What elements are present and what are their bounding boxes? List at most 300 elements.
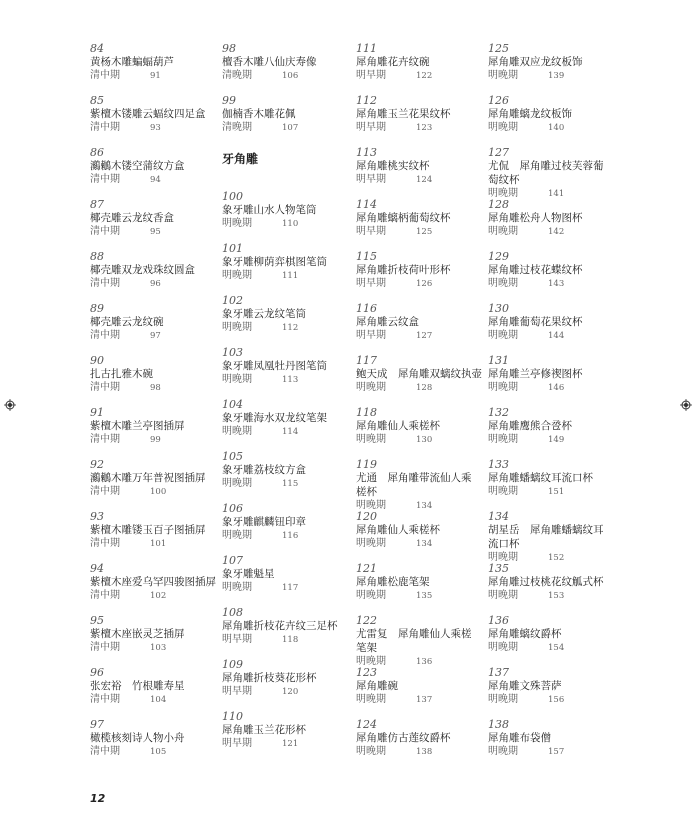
entry-meta (222, 737, 340, 751)
entry-period: 明晚期 (222, 582, 252, 593)
entry-period: 明晚期 (222, 218, 252, 229)
toc-entry (90, 614, 208, 666)
entry-number: 98 (222, 42, 236, 55)
entry-number: 127 (488, 146, 509, 159)
entry-page-number: 149 (548, 435, 565, 445)
entry-period: 明晚期 (222, 374, 252, 385)
entry-page-number: 143 (548, 279, 565, 289)
entry-period: 清中期 (90, 382, 120, 393)
entry-number: 105 (222, 450, 243, 463)
entry-meta (90, 329, 208, 343)
entry-page-number: 124 (416, 175, 433, 185)
entry-page-number: 130 (416, 435, 433, 445)
entry-period: 明早期 (356, 122, 386, 133)
entry-meta (90, 537, 208, 551)
entry-title: 橄榄核刻诗人物小舟 (90, 732, 185, 744)
entry-title: 象牙雕荔枝纹方盒 (222, 464, 306, 476)
entry-page-number: 117 (282, 583, 299, 593)
entry-page-number: 146 (548, 383, 565, 393)
entry-number: 117 (356, 354, 377, 367)
entry-meta (488, 641, 606, 655)
entry-meta (222, 217, 340, 231)
entry-period: 明早期 (222, 686, 252, 697)
toc-entry (356, 94, 474, 146)
toc-entry (488, 250, 606, 302)
entry-number: 136 (488, 614, 509, 627)
toc-entry (222, 294, 340, 346)
entry-page-number: 121 (282, 739, 299, 749)
toc-entry (356, 302, 474, 354)
entry-title: 犀角雕仙人乘槎杯 (356, 524, 440, 536)
entry-meta (356, 225, 474, 239)
entry-title: 檀香木雕八仙庆寿像 (222, 56, 317, 68)
toc-entry (90, 198, 208, 250)
entry-meta (222, 373, 340, 387)
entry-number: 115 (356, 250, 377, 263)
entry-meta (488, 433, 606, 447)
entry-meta (90, 225, 208, 239)
entry-number: 125 (488, 42, 509, 55)
entry-meta (488, 693, 606, 707)
entry-title: 犀角雕玉兰花果纹杯 (356, 108, 451, 120)
entry-title: 象牙雕山水人物笔筒 (222, 204, 317, 216)
entry-number: 122 (356, 614, 377, 627)
entry-title: 犀角雕花卉纹碗 (356, 56, 430, 68)
entry-period: 清中期 (90, 174, 120, 185)
entry-period: 明晚期 (356, 500, 386, 511)
entry-page-number: 152 (548, 553, 565, 563)
entry-meta (356, 433, 474, 447)
entry-period: 明晚期 (222, 478, 252, 489)
entry-title: 犀角雕鹰熊合卺杯 (488, 420, 572, 432)
entry-meta (488, 745, 606, 759)
entry-period: 明晚期 (356, 694, 386, 705)
entry-title: 犀角雕葡萄花果纹杯 (488, 316, 583, 328)
entry-period: 明晚期 (356, 434, 386, 445)
entry-meta (488, 225, 606, 239)
toc-entry (222, 242, 340, 294)
entry-page-number: 95 (150, 227, 161, 237)
entry-meta (356, 121, 474, 135)
entry-page-number: 94 (150, 175, 161, 185)
entry-period: 明晚期 (488, 188, 518, 199)
entry-period: 明早期 (356, 70, 386, 81)
entry-number: 130 (488, 302, 509, 315)
entry-title: 犀角雕文殊菩萨 (488, 680, 562, 692)
toc-entry (356, 458, 474, 510)
entry-page-number: 107 (282, 123, 299, 133)
toc-entry (488, 42, 606, 94)
entry-period: 明早期 (222, 738, 252, 749)
entry-page-number: 115 (282, 479, 299, 489)
entry-meta (222, 269, 340, 283)
entry-meta (90, 277, 208, 291)
entry-period: 明早期 (356, 330, 386, 341)
entry-number: 90 (90, 354, 104, 367)
entry-title: 尤侃 犀角雕过枝芙蓉葡萄纹杯 (488, 160, 604, 186)
toc-entry (488, 562, 606, 614)
toc-entry (90, 666, 208, 718)
entry-page-number: 156 (548, 695, 565, 705)
toc-entry (90, 458, 208, 510)
toc-entry (488, 198, 606, 250)
entry-number: 92 (90, 458, 104, 471)
entry-page-number: 96 (150, 279, 161, 289)
entry-number: 104 (222, 398, 243, 411)
entry-number: 100 (222, 190, 243, 203)
entry-period: 清中期 (90, 278, 120, 289)
entry-page-number: 103 (150, 643, 167, 653)
toc-entry (90, 354, 208, 406)
entry-meta (488, 277, 606, 291)
toc-entry (356, 718, 474, 770)
entry-number: 108 (222, 606, 243, 619)
toc-entry (222, 398, 340, 450)
entry-number: 89 (90, 302, 104, 315)
entry-period: 明晚期 (356, 590, 386, 601)
entry-page-number: 104 (150, 695, 167, 705)
registration-mark-right-icon (680, 399, 692, 411)
entry-period: 明晚期 (222, 426, 252, 437)
entry-period: 清中期 (90, 330, 120, 341)
entry-period: 明晚期 (488, 746, 518, 757)
entry-meta (356, 655, 474, 669)
entry-page-number: 118 (282, 635, 299, 645)
entry-period: 明晚期 (488, 552, 518, 563)
entry-meta (222, 685, 340, 699)
entry-period: 明早期 (356, 174, 386, 185)
entry-meta (90, 745, 208, 759)
toc-entry (488, 406, 606, 458)
entry-period: 清晚期 (222, 122, 252, 133)
entry-meta (222, 581, 340, 595)
toc-entry (222, 606, 340, 658)
entry-number: 88 (90, 250, 104, 263)
entry-number: 128 (488, 198, 509, 211)
entry-meta (90, 693, 208, 707)
entry-meta (222, 529, 340, 543)
toc-entry (90, 250, 208, 302)
entry-number: 85 (90, 94, 104, 107)
entry-period: 明晚期 (488, 382, 518, 393)
entry-number: 124 (356, 718, 377, 731)
entry-meta (356, 693, 474, 707)
entry-title: 犀角雕玉兰花形杯 (222, 724, 306, 736)
entry-page-number: 140 (548, 123, 565, 133)
entry-meta (356, 589, 474, 603)
entry-period: 明晚期 (488, 694, 518, 705)
entry-period: 明晚期 (356, 382, 386, 393)
entry-title: 鸂鶒木镂空蒲纹方盒 (90, 160, 185, 172)
entry-title: 紫檀木镂雕云蝠纹四足盒 (90, 108, 206, 120)
entry-page-number: 134 (416, 501, 433, 511)
entry-period: 明晚期 (488, 278, 518, 289)
entry-period: 清中期 (90, 694, 120, 705)
toc-entry (222, 554, 340, 606)
entry-page-number: 106 (282, 71, 299, 81)
entry-title: 象牙雕云龙纹笔筒 (222, 308, 306, 320)
toc-column-1 (90, 42, 216, 770)
toc-entry (488, 302, 606, 354)
entry-number: 133 (488, 458, 509, 471)
entry-period: 明晚期 (356, 746, 386, 757)
entry-page-number: 138 (416, 747, 433, 757)
entry-title: 犀角雕螭龙纹板饰 (488, 108, 572, 120)
registration-mark-left-icon (4, 399, 16, 411)
entry-period: 明晚期 (488, 590, 518, 601)
toc-entry (488, 354, 606, 406)
entry-title: 犀角雕螭纹爵杯 (488, 628, 562, 640)
entry-page-number: 134 (416, 539, 433, 549)
entry-number: 94 (90, 562, 104, 575)
toc-entry (90, 562, 216, 614)
entry-number: 97 (90, 718, 104, 731)
entry-title: 犀角雕布袋僧 (488, 732, 551, 744)
entry-title: 犀角雕仿古莲纹爵杯 (356, 732, 451, 744)
entry-title: 犀角雕仙人乘槎杯 (356, 420, 440, 432)
toc-entry (90, 302, 208, 354)
toc-entry (90, 718, 208, 770)
entry-period: 清中期 (90, 70, 120, 81)
entry-title: 椰壳雕云龙纹香盒 (90, 212, 174, 224)
entry-title: 黄杨木雕蝙蝠葫芦 (90, 56, 174, 68)
entry-title: 犀角雕折枝花卉纹三足杯 (222, 620, 338, 632)
entry-title: 鸂鶒木雕万年普祝图插屏 (90, 472, 206, 484)
entry-page-number: 97 (150, 331, 161, 341)
entry-page-number: 122 (416, 71, 433, 81)
toc-entry (222, 658, 340, 710)
entry-number: 86 (90, 146, 104, 159)
entry-meta (488, 485, 606, 499)
entry-page-number: 105 (150, 747, 167, 757)
entry-meta (488, 381, 606, 395)
entry-meta (90, 641, 208, 655)
entry-number: 116 (356, 302, 377, 315)
entry-period: 明晚期 (488, 486, 518, 497)
entry-title: 鲍天成 犀角雕双螭纹执壶 (356, 368, 482, 380)
entry-title: 犀角雕折枝葵花形杯 (222, 672, 317, 684)
entry-title: 尤通 犀角雕带流仙人乘槎杯 (356, 472, 472, 498)
entry-number: 129 (488, 250, 509, 263)
entry-number: 87 (90, 198, 104, 211)
toc-entry (356, 146, 474, 198)
entry-period: 明晚期 (488, 330, 518, 341)
toc-entry (222, 450, 340, 502)
entry-period: 明晚期 (488, 642, 518, 653)
toc-entry (488, 94, 606, 146)
toc-entry (222, 94, 340, 146)
entry-meta (356, 745, 474, 759)
entry-number: 109 (222, 658, 243, 671)
entry-period: 清中期 (90, 122, 120, 133)
entry-number: 95 (90, 614, 104, 627)
entry-title: 犀角雕兰亭修禊图杯 (488, 368, 583, 380)
entry-page-number: 101 (150, 539, 167, 549)
entry-title: 犀角雕桃实纹杯 (356, 160, 430, 172)
entry-title: 犀角雕碗 (356, 680, 398, 692)
entry-number: 119 (356, 458, 377, 471)
entry-page-number: 111 (282, 271, 299, 281)
toc-column-3 (356, 42, 482, 770)
entry-page-number: 135 (416, 591, 433, 601)
entry-meta (222, 425, 340, 439)
entry-period: 明晚期 (488, 70, 518, 81)
entry-meta (488, 329, 606, 343)
entry-number: 120 (356, 510, 377, 523)
toc-entry (356, 354, 482, 406)
toc-column-2 (222, 42, 340, 762)
entry-title: 伽楠香木雕花佩 (222, 108, 296, 120)
entry-number: 102 (222, 294, 243, 307)
entry-meta (222, 121, 340, 135)
entry-page-number: 136 (416, 657, 433, 667)
entry-meta (488, 589, 606, 603)
toc-entry (222, 502, 340, 554)
toc-entry (356, 614, 474, 666)
entry-period: 明晚期 (488, 226, 518, 237)
entry-number: 118 (356, 406, 377, 419)
entry-meta (222, 633, 340, 647)
entry-page-number: 116 (282, 531, 299, 541)
entry-period: 明晚期 (356, 656, 386, 667)
toc-entry (356, 250, 474, 302)
toc-entry (90, 94, 208, 146)
entry-number: 106 (222, 502, 243, 515)
entry-page-number: 91 (150, 71, 161, 81)
entry-page-number: 153 (548, 591, 565, 601)
entry-title: 象牙雕柳荫弈棋图笔筒 (222, 256, 327, 268)
entry-period: 清中期 (90, 226, 120, 237)
entry-number: 113 (356, 146, 377, 159)
entry-number: 101 (222, 242, 243, 255)
entry-title: 犀角雕螭柄葡萄纹杯 (356, 212, 451, 224)
entry-meta (488, 121, 606, 135)
entry-title: 犀角雕过枝花蝶纹杯 (488, 264, 583, 276)
entry-number: 107 (222, 554, 243, 567)
entry-period: 明早期 (222, 634, 252, 645)
entry-title: 象牙雕麒麟钮印章 (222, 516, 306, 528)
entry-title: 紫檀木座嵌灵芝插屏 (90, 628, 185, 640)
entry-period: 明晚期 (488, 434, 518, 445)
entry-title: 犀角雕松鹿笔架 (356, 576, 430, 588)
entry-title: 犀角雕过枝桃花纹觚式杯 (488, 576, 604, 588)
entry-period: 清中期 (90, 486, 120, 497)
entry-meta (222, 69, 340, 83)
toc-entry (356, 666, 474, 718)
entry-meta (356, 277, 474, 291)
entry-period: 清中期 (90, 434, 120, 445)
toc-entry (356, 510, 474, 562)
entry-meta (356, 381, 474, 395)
entry-number: 135 (488, 562, 509, 575)
entry-title: 紫檀木雕兰亭图插屏 (90, 420, 185, 432)
entry-title: 犀角雕折枝荷叶形杯 (356, 264, 451, 276)
toc-entry (222, 190, 340, 242)
entry-number: 112 (356, 94, 377, 107)
entry-title: 象牙雕凤凰牡丹图笔筒 (222, 360, 327, 372)
entry-meta (222, 477, 340, 491)
toc-entry (90, 146, 208, 198)
toc-entry (222, 346, 340, 398)
entry-period: 明晚期 (222, 270, 252, 281)
entry-number: 93 (90, 510, 104, 523)
entry-number: 84 (90, 42, 104, 55)
entry-title: 尤雷复 犀角雕仙人乘槎笔架 (356, 628, 472, 654)
entry-period: 清中期 (90, 642, 120, 653)
entry-title: 椰壳雕双龙戏珠纹圆盒 (90, 264, 195, 276)
entry-period: 清中期 (90, 746, 120, 757)
entry-page-number: 157 (548, 747, 565, 757)
entry-page-number: 98 (150, 383, 161, 393)
toc-entry (222, 42, 340, 94)
entry-period: 清晚期 (222, 70, 252, 81)
toc-entry (356, 406, 474, 458)
entry-title: 象牙雕海水双龙纹笔架 (222, 412, 327, 424)
entry-title: 象牙雕魁星 (222, 568, 275, 580)
entry-meta (90, 589, 208, 603)
entry-title: 扎古扎雅木碗 (90, 368, 153, 380)
entry-meta (488, 551, 606, 565)
entry-page-number: 120 (282, 687, 299, 697)
toc-entry (488, 666, 606, 718)
entry-page-number: 110 (282, 219, 299, 229)
entry-meta (90, 381, 208, 395)
entry-title: 紫檀木雕镂玉百子图插屏 (90, 524, 206, 536)
entry-page-number: 151 (548, 487, 565, 497)
toc-entry (356, 562, 474, 614)
entry-page-number: 100 (150, 487, 167, 497)
entry-meta (90, 485, 208, 499)
entry-number: 132 (488, 406, 509, 419)
entry-number: 96 (90, 666, 104, 679)
entry-meta (90, 433, 208, 447)
entry-page-number: 139 (548, 71, 565, 81)
entry-page-number: 127 (416, 331, 433, 341)
entry-title: 紫檀木座爱乌罕四骏图插屏 (90, 576, 216, 588)
entry-page-number: 141 (548, 189, 565, 199)
entry-meta (488, 187, 606, 201)
entry-period: 明晚期 (488, 122, 518, 133)
entry-page-number: 93 (150, 123, 161, 133)
entry-page-number: 123 (416, 123, 433, 133)
entry-page-number: 114 (282, 427, 299, 437)
entry-title: 犀角雕松舟人物图杯 (488, 212, 583, 224)
entry-page-number: 112 (282, 323, 299, 333)
entry-meta (356, 329, 474, 343)
toc-entry (90, 510, 208, 562)
entry-page-number: 125 (416, 227, 433, 237)
entry-period: 明晚期 (222, 530, 252, 541)
entry-number: 138 (488, 718, 509, 731)
section-heading: 牙角雕 (222, 152, 259, 166)
entry-title: 张宏裕 竹根雕寿星 (90, 680, 185, 692)
entry-meta (90, 69, 208, 83)
entry-page-number: 128 (416, 383, 433, 393)
entry-number: 123 (356, 666, 377, 679)
entry-page-number: 137 (416, 695, 433, 705)
entry-number: 99 (222, 94, 236, 107)
entry-period: 明晚期 (356, 538, 386, 549)
entry-number: 137 (488, 666, 509, 679)
entry-meta (90, 173, 208, 187)
entry-meta (90, 121, 208, 135)
entry-number: 121 (356, 562, 377, 575)
entry-number: 110 (222, 710, 243, 723)
toc-entry (356, 198, 474, 250)
toc-entry (488, 146, 606, 198)
entry-page-number: 113 (282, 375, 299, 385)
entry-meta (356, 537, 474, 551)
